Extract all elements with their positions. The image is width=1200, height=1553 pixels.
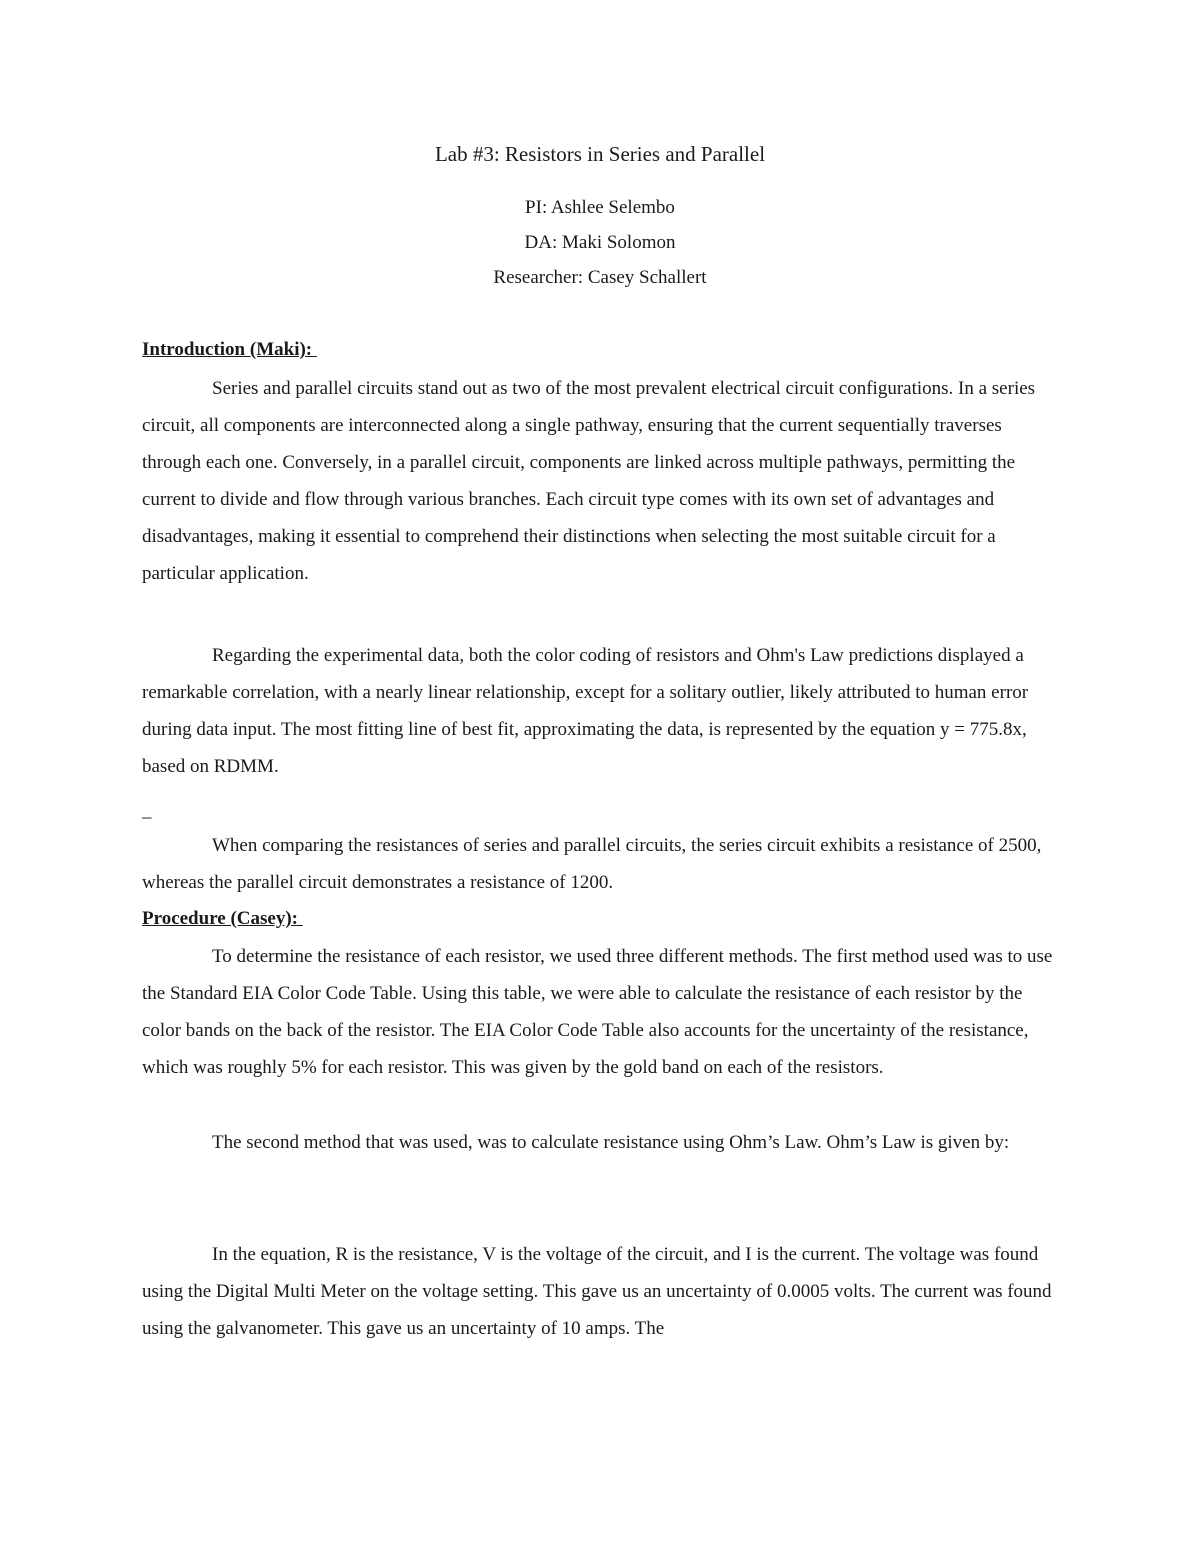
procedure-paragraph-3: In the equation, R is the resistance, V is the voltage of the circuit, and I is the current. The voltage was found using the Digital Multi Meter on the voltage setting. This gave us an uncertainty of 0.0005 volts. The current was found using the galvanometer. This gave us an uncertainty of 10 amps. The bbox=[142, 1244, 1052, 1339]
data-analyst: DA: Maki Solomon bbox=[524, 232, 676, 253]
introduction-paragraph-2: Regarding the experimental data, both the color coding of resistors and Ohm's Law predictions displayed a remarkable correlation, with a nearly linear relationship, except for a solitary outlier, likely attributed to human error during data input. The most fitting line of best fit, approximating the data, is represented by the equation y = 775.8x, based on RDMM. bbox=[142, 645, 1029, 777]
researcher: Researcher: Casey Schallert bbox=[493, 267, 707, 288]
stray-dash: _ bbox=[142, 800, 152, 821]
procedure-paragraph-2: The second method that was used, was to calculate resistance using Ohm’s Law. Ohm’s Law is given by: bbox=[212, 1132, 1010, 1153]
introduction-paragraph-1: Series and parallel circuits stand out as two of the most prevalent electrical circuit configurations. In a series circuit, all components are interconnected along a single pathway, ensuring that the current sequentially traverses through each one. Conversely, in a parallel circuit, components are linked across multiple pathways, permitting the current to divide and flow through various branches. Each circuit type comes with its own set of advantages and disadvantages, making it essential to comprehend their distinctions when selecting the most suitable circuit for a particular application. bbox=[142, 378, 1036, 584]
document-title: Lab #3: Resistors in Series and Parallel bbox=[434, 142, 766, 166]
principal-investigator: PI: Ashlee Selembo bbox=[525, 197, 675, 218]
introduction-heading: Introduction (Maki): bbox=[142, 339, 317, 360]
procedure-heading: Procedure (Casey): bbox=[142, 908, 303, 929]
introduction-paragraph-3: When comparing the resistances of series and parallel circuits, the series circuit exhibits a resistance of 2500, whereas the parallel circuit demonstrates a resistance of 1200. bbox=[142, 835, 1042, 893]
procedure-paragraph-1: To determine the resistance of each resistor, we used three different methods. The first method used was to use the Standard EIA Color Code Table. Using this table, we were able to calculate the resistance of each resistor by the color bands on the back of the resistor. The EIA Color Code Table also accounts for the uncertainty of the resistance, which was roughly 5% for each resistor. This was given by the gold band on each of the resistors. bbox=[142, 946, 1053, 1078]
